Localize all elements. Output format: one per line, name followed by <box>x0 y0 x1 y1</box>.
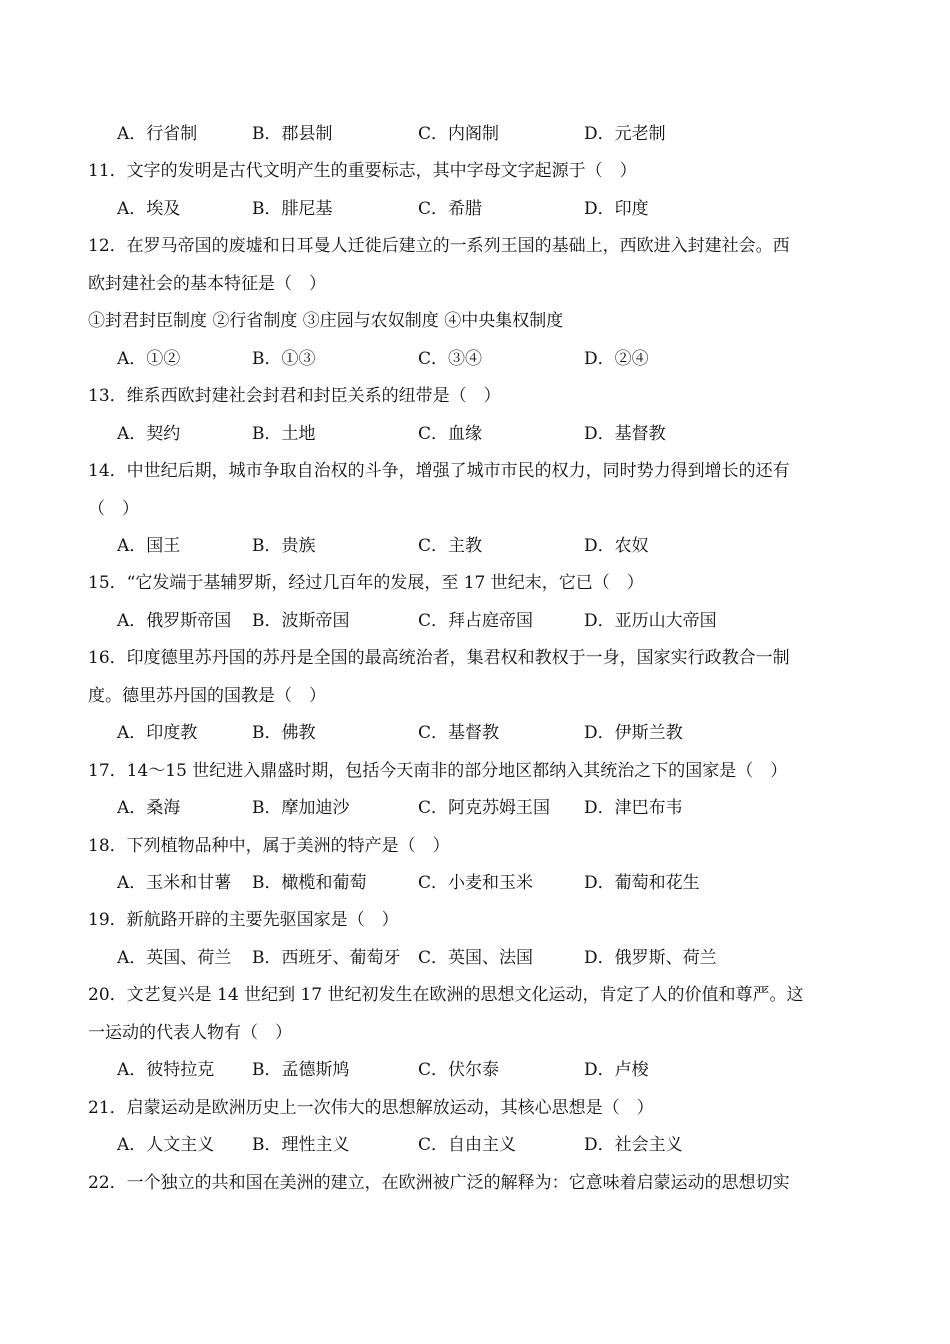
answer-option: D．津巴布韦 <box>584 798 683 818</box>
question-text-line: 19．新航路开辟的主要先驱国家是（ ） <box>88 910 399 930</box>
answer-option: B．土地 <box>252 424 316 444</box>
answer-option: C．自由主义 <box>418 1135 517 1155</box>
answer-option: D．基督教 <box>584 424 666 444</box>
answer-option: C．伏尔泰 <box>418 1060 500 1080</box>
answer-option: B．西班牙、葡萄牙 <box>252 948 401 968</box>
question-text-line: 17．14～15 世纪进入鼎盛时期，包括今天南非的部分地区都纳入其统治之下的国家是（ ） <box>88 761 788 781</box>
answer-option: D．元老制 <box>584 124 666 144</box>
answer-option: B．腓尼基 <box>252 199 333 219</box>
answer-option: C．内阁制 <box>418 124 500 144</box>
answer-option: C．希腊 <box>418 199 483 219</box>
answer-option: D．卢梭 <box>584 1060 649 1080</box>
answer-option: A．①② <box>117 349 181 369</box>
answer-option: C．基督教 <box>418 723 500 743</box>
question-text-line: 15．“它发端于基辅罗斯，经过几百年的发展，至 17 世纪末，它已（ ） <box>88 573 644 593</box>
question-text-line: 18．下列植物品种中，属于美洲的特产是（ ） <box>88 836 450 856</box>
answer-option: A．印度教 <box>117 723 198 743</box>
answer-option: B．孟德斯鸠 <box>252 1060 350 1080</box>
question-text-line: 13．维系西欧封建社会封君和封臣关系的纽带是（ ） <box>88 386 501 406</box>
answer-option: A．国王 <box>117 536 181 556</box>
question-text-line: 一运动的代表人物有（ ） <box>88 1023 292 1043</box>
answer-option: C．③④ <box>418 349 483 369</box>
answer-option: C．拜占庭帝国 <box>418 611 534 631</box>
answer-option: D．俄罗斯、荷兰 <box>584 948 717 968</box>
question-text-line: 12．在罗马帝国的废墟和日耳曼人迁徙后建立的一系列王国的基础上，西欧进入封建社会。西 <box>88 236 790 256</box>
answer-option: A．玉米和甘薯 <box>117 873 232 893</box>
answer-option: D．亚历山大帝国 <box>584 611 717 631</box>
answer-option: A．彼特拉克 <box>117 1060 215 1080</box>
question-text-line: 14．中世纪后期，城市争取自治权的斗争，增强了城市市民的权力，同时势力得到增长的还有 <box>88 461 790 481</box>
answer-option: B．橄榄和葡萄 <box>252 873 367 893</box>
answer-option: A．埃及 <box>117 199 181 219</box>
answer-option: B．①③ <box>252 349 316 369</box>
answer-option: A．行省制 <box>117 124 198 144</box>
answer-option: B．佛教 <box>252 723 316 743</box>
question-text-line: 11．文字的发明是古代文明产生的重要标志，其中字母文字起源于（ ） <box>88 161 637 181</box>
answer-option: A．俄罗斯帝国 <box>117 611 232 631</box>
answer-option: C．小麦和玉米 <box>418 873 534 893</box>
answer-option: D．印度 <box>584 199 649 219</box>
answer-option: B．理性主义 <box>252 1135 350 1155</box>
question-text-line: （ ） <box>88 499 139 519</box>
answer-option: C．主教 <box>418 536 483 556</box>
answer-option: D．伊斯兰教 <box>584 723 683 743</box>
answer-option: C．血缘 <box>418 424 483 444</box>
question-text-line: 21．启蒙运动是欧洲历史上一次伟大的思想解放运动，其核心思想是（ ） <box>88 1098 654 1118</box>
answer-option: C．英国、法国 <box>418 948 534 968</box>
answer-option: A．英国、荷兰 <box>117 948 232 968</box>
question-text-line: 16．印度德里苏丹国的苏丹是全国的最高统治者，集君权和教权于一身，国家实行政教合一制 <box>88 648 790 668</box>
answer-option: C．阿克苏姆王国 <box>418 798 551 818</box>
question-text-line: ①封君封臣制度 ②行省制度 ③庄园与农奴制度 ④中央集权制度 <box>88 311 564 331</box>
answer-option: D．②④ <box>584 349 649 369</box>
answer-option: A．人文主义 <box>117 1135 215 1155</box>
question-text-line: 20．文艺复兴是 14 世纪到 17 世纪初发生在欧洲的思想文化运动，肯定了人的价值和尊严。这 <box>88 985 804 1005</box>
answer-option: B．郡县制 <box>252 124 333 144</box>
answer-option: D．社会主义 <box>584 1135 683 1155</box>
answer-option: B．贵族 <box>252 536 316 556</box>
answer-option: D．葡萄和花生 <box>584 873 700 893</box>
answer-option: B．波斯帝国 <box>252 611 350 631</box>
answer-option: A．桑海 <box>117 798 181 818</box>
answer-option: B．摩加迪沙 <box>252 798 350 818</box>
question-text-line: 22．一个独立的共和国在美洲的建立，在欧洲被广泛的解释为：它意味着启蒙运动的思想切实 <box>88 1173 790 1193</box>
question-text-line: 度。德里苏丹国的国教是（ ） <box>88 686 326 706</box>
answer-option: D．农奴 <box>584 536 649 556</box>
answer-option: A．契约 <box>117 424 181 444</box>
question-text-line: 欧封建社会的基本特征是（ ） <box>88 274 326 294</box>
